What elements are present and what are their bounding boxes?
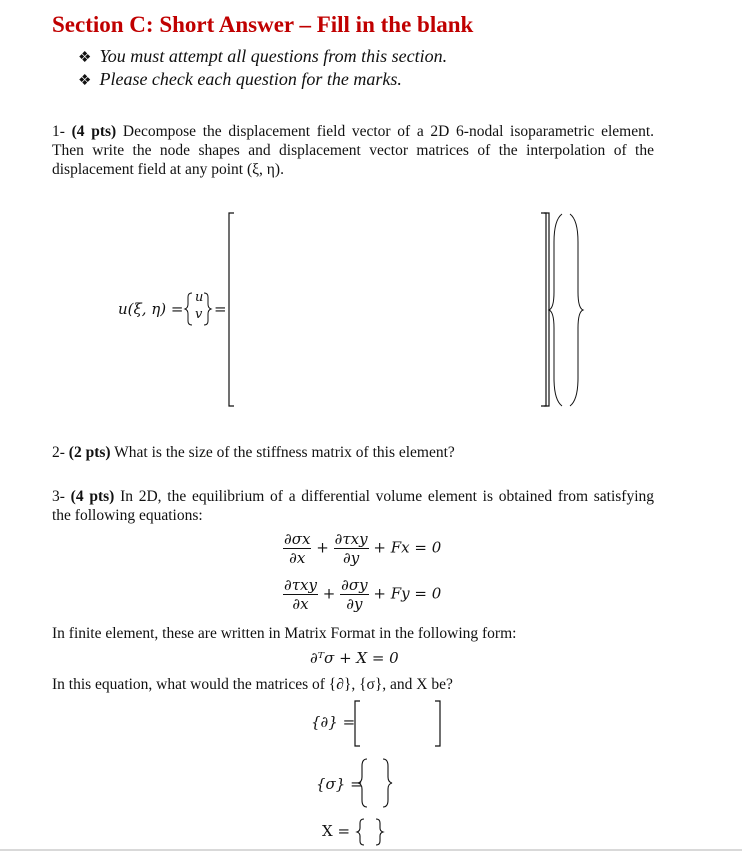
answer-brace-sigma: [358, 758, 392, 808]
question-text: the following equations:: [52, 507, 203, 524]
section-title: Section C: Short Answer – Fill in the blank: [52, 12, 474, 37]
question-number: 1-: [52, 123, 65, 140]
answer-label-partial: {∂} =: [311, 713, 356, 731]
q1-matrix-right-brackets: [540, 212, 584, 408]
question-text: What is the size of the stiffness matrix of this element?: [114, 444, 455, 461]
eq1-numerator-2: ∂τxy: [334, 530, 368, 548]
question-number: 3-: [52, 488, 65, 505]
eq1-rest: + Fx = 0: [373, 538, 442, 557]
eq2-numerator-1: ∂τxy: [284, 576, 317, 594]
question-3: [52, 487, 654, 525]
equilibrium-equation-1: $\frac{\partial\sigma x}{\partial x}$ + $\frac{\text{∂τxy}}{\partial y}$ + Fx = 0: [284, 530, 442, 567]
question-text: Decompose the displacement field vector of a 2D 6-nodal isoparametric element.: [122, 123, 655, 140]
matrix-question-text: In this equation, what would the matrices of {∂}, {σ}, and X be?: [52, 676, 453, 693]
diamond-bullet-icon: ❖: [78, 73, 92, 89]
answer-brace-x: [356, 818, 384, 846]
equilibrium-equation-2: $\frac{\text{∂τxy}}{\partial x}$ + $\frac{\partial\sigma y}{\partial y}$ + Fy = 0: [284, 576, 442, 613]
matrix-equation: ∂ᵀσ + X = 0: [310, 649, 399, 667]
vector-component-u: u: [195, 290, 204, 305]
question-points: (4 pts): [70, 488, 115, 505]
question-number: 2-: [52, 444, 65, 461]
instruction-item: [78, 69, 402, 90]
eq2-denominator-1: ∂x: [292, 595, 309, 613]
diamond-bullet-icon: ❖: [78, 50, 92, 66]
vector-component-v: v: [195, 307, 203, 322]
equals-sign: =: [214, 300, 227, 318]
question-text: displacement field at any point (ξ, η).: [52, 161, 284, 178]
eq1-denominator-2: ∂y: [342, 549, 360, 567]
question-points: (2 pts): [68, 444, 111, 461]
answer-label-sigma: {σ} =: [316, 775, 363, 793]
instruction-text: Please check each question for the marks.: [99, 69, 402, 89]
q1-equation-lhs: u(ξ, η) =: [118, 300, 184, 318]
eq2-numerator-2: ∂σy: [341, 576, 368, 594]
instruction-text: You must attempt all questions from this section.: [99, 46, 448, 66]
instruction-item: [78, 46, 447, 67]
matrix-form-text: In finite element, these are written in Matrix Format in the following form:: [52, 625, 517, 642]
eq1-denominator-1: ∂x: [289, 549, 306, 567]
question-2: [52, 443, 654, 462]
answer-bracket-partial: [352, 700, 444, 748]
question-points: (4 pts): [71, 123, 117, 140]
answer-label-x: X =: [322, 822, 351, 840]
eq1-numerator-1: ∂σx: [284, 530, 311, 548]
question-text: In 2D, the equilibrium of a differential volume element is obtained from satisfying: [120, 488, 655, 505]
q1-matrix-left-bracket: [226, 212, 238, 408]
eq2-denominator-2: ∂y: [346, 595, 363, 613]
eq2-rest: + Fy = 0: [373, 584, 442, 603]
question-text: Then write the node shapes and displacement vector matrices of the interpolation of the: [52, 142, 654, 159]
question-1: [52, 122, 654, 179]
